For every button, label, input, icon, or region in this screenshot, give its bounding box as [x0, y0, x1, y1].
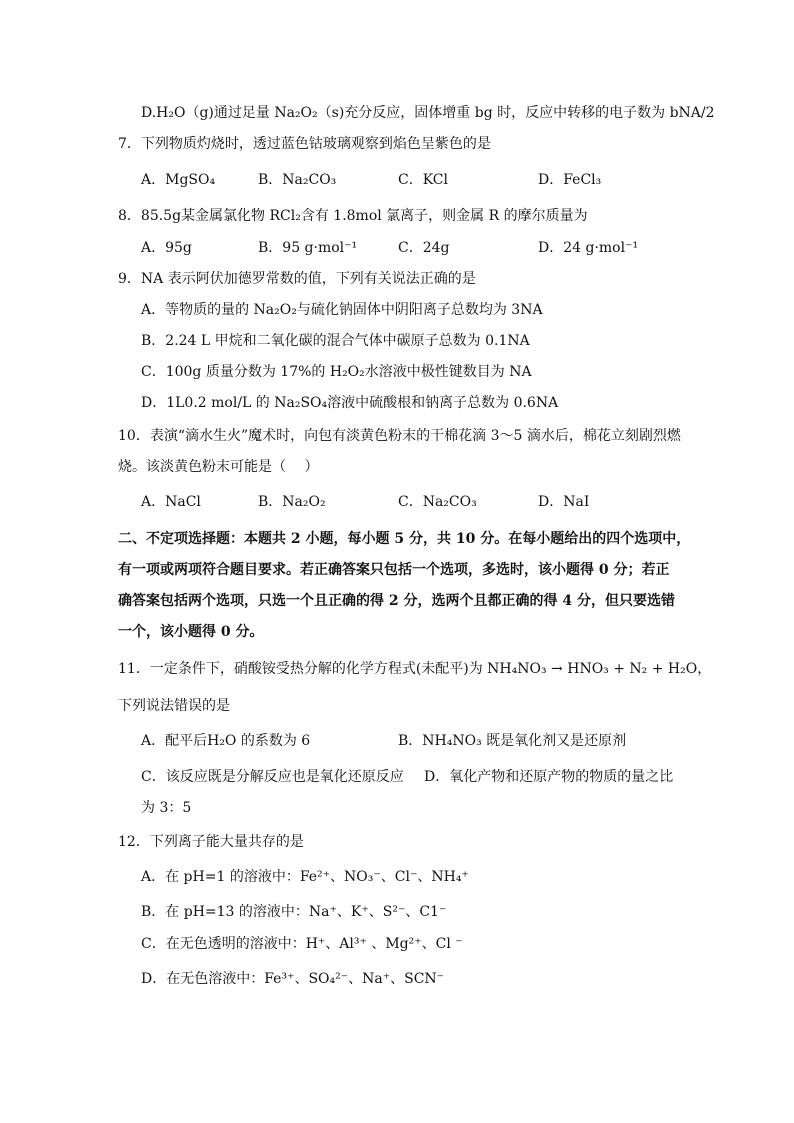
q8-option-d: D．24 g·mol⁻¹ [538, 240, 639, 256]
q12-option-c: C．在无色透明的溶液中：H⁺、Al³⁺ 、Mg²⁺、Cl ⁻ [141, 936, 463, 952]
q12-option-a: A．在 pH=1 的溶液中：Fe²⁺、NO₃⁻、Cl⁻、NH₄⁺ [141, 869, 469, 885]
q7-option-c: C．KCl [398, 172, 448, 188]
q8-option-b: B．95 g·mol⁻¹ [258, 240, 358, 256]
q9-option-d: D．1L0.2 mol/L 的 Na₂SO₄溶液中硫酸根和钠离子总数为 0.6NA [141, 395, 559, 411]
section2-instructions-line4: 一个，该小题得 0 分。 [118, 624, 264, 640]
q8-option-c: C．24g [398, 240, 450, 256]
q8-option-a: A．95g [141, 240, 192, 256]
q10-option-b: B．Na₂O₂ [258, 494, 326, 510]
q10-option-d: D．NaI [538, 494, 590, 510]
q11-option-c: C．该反应既是分解反应也是氧化还原反应 [141, 769, 404, 785]
q11-stem-line1: 11．一定条件下，硝酸铵受热分解的化学方程式(未配平)为 NH₄NO₃ → HNO₃ + N₂ + H₂O， [118, 661, 712, 677]
q11-option-b: B．NH₄NO₃ 既是氧化剂又是还原剂 [398, 733, 627, 749]
q12-stem: 12．下列离子能大量共存的是 [118, 834, 304, 850]
q11-option-a: A．配平后H₂O 的系数为 6 [141, 733, 311, 749]
q12-option-b: B．在 pH=13 的溶液中：Na⁺、K⁺、S²⁻、C1⁻ [141, 904, 447, 920]
section2-instructions-line1: 二、不定项选择题：本题共 2 小题，每小题 5 分，共 10 分。在每小题给出的四个选项中， [118, 531, 691, 547]
q8-stem: 8．85.5g某金属氯化物 RCl₂含有 1.8mol 氯离子，则金属 R 的摩尔质量为 [118, 208, 588, 224]
section2-instructions-line3: 确答案包括两个选项，只选一个且正确的得 2 分，选两个且都正确的得 4 分，但只要选错 [118, 593, 675, 609]
q6-option-d: D.H₂O（g)通过足量 Na₂O₂（s)充分反应，固体增重 bg 时，反应中转移的电子数为 bNA/2 [141, 105, 715, 121]
q10-option-c: C．Na₂CO₃ [398, 494, 477, 510]
q9-option-c: C．100g 质量分数为 17%的 H₂O₂水溶液中极性键数目为 NA [141, 364, 532, 380]
q11-option-d: D．氧化产物和还原产物的物质的量之比 [424, 769, 674, 785]
q9-stem: 9．NA 表示阿伏加德罗常数的值，下列有关说法正确的是 [118, 271, 476, 287]
q7-option-b: B．Na₂CO₃ [258, 172, 337, 188]
q11-option-d-cont: 为 3：5 [141, 800, 192, 816]
q9-option-a: A．等物质的量的 Na₂O₂与硫化钠固体中阴阳离子总数均为 3NA [141, 302, 543, 318]
q7-stem: 7．下列物质灼烧时，透过蓝色钴玻璃观察到焰色呈紫色的是 [118, 136, 491, 152]
q10-option-a: A．NaCl [141, 494, 201, 510]
q10-stem-line2: 烧。该淡黄色粉末可能是（ ） [118, 459, 319, 475]
q9-option-b: B．2.24 L 甲烷和二氧化碳的混合气体中碳原子总数为 0.1NA [141, 333, 530, 349]
q7-option-d: D．FeCl₃ [538, 172, 602, 188]
q10-stem-line1: 10．表演“滴水生火”魔术时，向包有淡黄色粉末的干棉花滴 3～5 滴水后，棉花立刻剧烈燃 [118, 428, 681, 444]
q12-option-d: D．在无色溶液中：Fe³⁺、SO₄²⁻、Na⁺、SCN⁻ [141, 971, 445, 987]
q7-option-a: A．MgSO₄ [141, 172, 216, 188]
q11-stem-line2: 下列说法错误的是 [118, 698, 230, 714]
section2-instructions-line2: 有一项或两项符合题目要求。若正确答案只包括一个选项，多选时，该小题得 0 分；若正 [118, 562, 670, 578]
